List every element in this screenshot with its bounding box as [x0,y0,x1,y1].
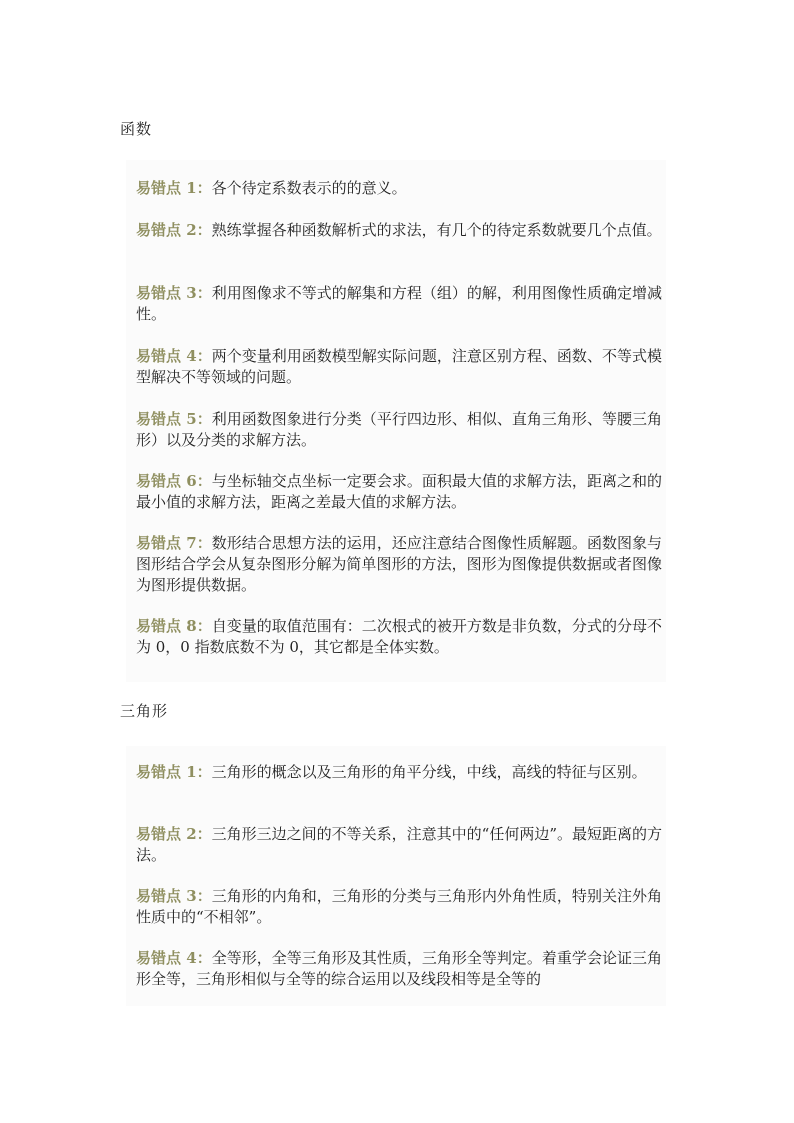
list-item [136,346,662,388]
item-label: 易错点 4： [136,949,212,967]
list-item [136,824,662,866]
section-title-functions: 函数 [120,120,153,138]
item-text: 两个变量利用函数模型解实际问题，注意区别方程、函数、不等式模型解决不等领域的问题。 [136,347,662,386]
item-label: 易错点 3： [136,887,212,905]
item-label: 易错点 5： [136,410,212,428]
item-label: 易错点 3： [136,284,212,302]
item-label: 易错点 2： [136,825,212,843]
list-item [136,533,662,596]
item-label: 易错点 6： [136,472,212,490]
list-item [136,283,662,325]
item-text: 全等形，全等三角形及其性质，三角形全等判定。着重学会论证三角形全等，三角形相似与全等的综合运用以及线段相等是全等的 [136,949,662,988]
item-label: 易错点 1： [136,179,212,197]
list-item [136,616,662,658]
list-item [136,762,662,783]
item-text: 三角形的内角和，三角形的分类与三角形内外角性质，特别关注外角性质中的“不相邻”。 [136,887,662,926]
item-label: 易错点 2： [136,221,212,239]
item-text: 与坐标轴交点坐标一定要会求。面积最大值的求解方法，距离之和的最小值的求解方法，距离之差最大值的求解方法。 [136,472,662,511]
item-text: 利用函数图象进行分类（平行四边形、相似、直角三角形、等腰三角形）以及分类的求解方法。 [136,410,662,449]
list-item [136,220,662,241]
item-text: 三角形三边之间的不等关系，注意其中的“任何两边”。最短距离的方法。 [136,825,663,864]
list-item [136,948,662,990]
section-title-triangles: 三角形 [120,702,169,720]
item-label: 易错点 4： [136,347,212,365]
item-text: 自变量的取值范围有：二次根式的被开方数是非负数，分式的分母不为 0，0 指数底数不为 0，其它都是全体实数。 [136,617,662,656]
list-item [136,886,662,928]
list-item [136,178,662,199]
list-item [136,409,662,451]
item-text: 熟练掌握各种函数解析式的求法，有几个的待定系数就要几个点值。 [211,221,662,239]
item-text: 利用图像求不等式的解集和方程（组）的解，利用图像性质确定增减性。 [136,284,662,323]
item-label: 易错点 8： [136,617,212,635]
content-block-functions [126,160,666,682]
item-text: 数形结合思想方法的运用，还应注意结合图像性质解题。函数图象与图形结合学会从复杂图形分解为简单图形的方法，图形为图像提供数据或者图像为图形提供数据。 [136,534,662,594]
list-item [136,471,662,513]
content-block-triangles [126,746,666,1006]
item-text: 各个待定系数表示的的意义。 [211,179,407,197]
item-text: 三角形的概念以及三角形的角平分线，中线，高线的特征与区别。 [211,763,647,781]
item-label: 易错点 7： [136,534,212,552]
item-label: 易错点 1： [136,763,212,781]
